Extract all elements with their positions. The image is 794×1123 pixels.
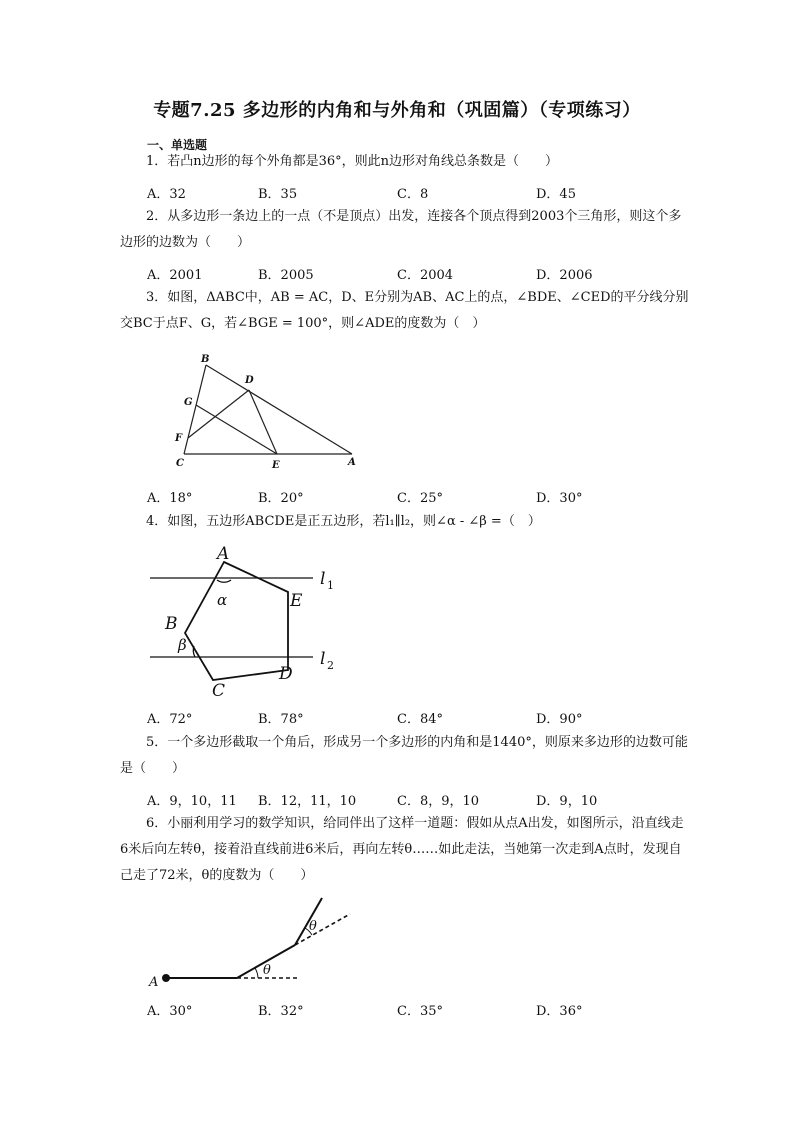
question-6-text: 6．小丽利用学习的数学知识，给同伴出了这样一道题：假如从点A出发，如图所示，沿直线走6米后向左转θ，接着沿直线前进6米后，再向左转θ……如此走法，当她第一次走到A点时，发现自己走了72米，θ的度数为（ ） [120, 816, 684, 883]
question-3-options [147, 487, 687, 507]
option-c: C．2004 [397, 268, 454, 283]
label-a: A [217, 544, 230, 564]
label-g: G [184, 397, 193, 408]
option-d: D．90° [536, 712, 583, 727]
option-c: C．8 [397, 187, 429, 202]
document-title: 专题7.25 多边形的内角和与外角和（巩固篇）（专项练习） [153, 100, 641, 121]
section-heading: 一、单选题 [147, 138, 208, 152]
option-b: B．35 [258, 187, 298, 202]
question-6-options [147, 1000, 687, 1020]
question-3 [120, 285, 690, 337]
label-d: D [279, 664, 293, 684]
option-d: D．45 [536, 187, 576, 202]
label-f: F [175, 433, 183, 444]
label-a: A [149, 975, 159, 990]
label-l2-sub: 2 [327, 659, 334, 672]
label-theta-2: θ [309, 919, 317, 934]
option-c: C．84° [397, 712, 443, 727]
label-beta: β [178, 636, 187, 654]
label-c: C [176, 458, 184, 469]
label-b: B [165, 614, 178, 634]
option-d: D．9，10 [536, 794, 598, 809]
label-b: B [201, 354, 210, 365]
question-1-text: 1．若凸n边形的每个外角都是36°，则此n边形对角线总条数是（ ） [146, 154, 559, 169]
label-d: D [245, 375, 254, 386]
option-d: D．36° [536, 1004, 583, 1019]
label-theta-1: θ [263, 963, 271, 978]
option-a: A．2001 [147, 268, 203, 283]
segment-df [188, 390, 249, 438]
option-a: A．32 [147, 187, 186, 202]
label-a: A [348, 457, 356, 468]
label-l1-sub: 1 [327, 579, 334, 592]
label-e: E [290, 591, 303, 611]
option-b: B．78° [258, 712, 304, 727]
segment-ba [206, 365, 352, 454]
option-b: B．2005 [258, 268, 314, 283]
option-c: C．8，9，10 [397, 794, 480, 809]
option-d: D．2006 [536, 268, 593, 283]
option-b: B．20° [258, 491, 304, 506]
pentagon-abcde [185, 562, 288, 680]
option-b: B．12，11，10 [258, 794, 357, 809]
label-alpha: α [217, 591, 228, 609]
option-a: A．72° [147, 712, 193, 727]
option-a: A．30° [147, 1004, 193, 1019]
question-4-options [147, 708, 687, 728]
question-2 [120, 204, 690, 256]
option-a: A．9，10，11 [147, 794, 237, 809]
option-d: D．30° [536, 491, 583, 506]
question-5 [120, 730, 690, 782]
option-c: C．25° [397, 491, 443, 506]
question-1-options [147, 183, 687, 203]
label-l1: l [320, 569, 326, 589]
question-5-options [147, 790, 687, 810]
question-6 [120, 811, 690, 889]
theta-arc-1 [255, 968, 258, 978]
walking-path-figure [145, 890, 365, 990]
segment-eg [196, 405, 277, 454]
question-2-options [147, 264, 687, 284]
label-e: E [272, 460, 280, 471]
question-1 [120, 149, 690, 175]
label-l2: l [320, 649, 326, 669]
angle-alpha-arc [217, 580, 231, 582]
option-a: A．18° [147, 491, 193, 506]
option-c: C．35° [397, 1004, 443, 1019]
triangle-figure [170, 350, 370, 475]
pentagon-figure [145, 540, 365, 702]
start-point-a [162, 974, 170, 982]
question-4 [120, 509, 690, 535]
question-2-text: 2．从多边形一条边上的一点（不是顶点）出发，连接各个顶点得到2003个三角形，则这个多边形的边数为（ ） [120, 209, 682, 250]
question-3-text: 3．如图，ΔABC中，AB = AC，D、E分别为AB、AC上的点，∠BDE、∠CED的平分线分别交BC于点F、G，若∠BGE = 100°，则∠ADE的度数为（ ） [120, 290, 689, 331]
option-b: B．32° [258, 1004, 304, 1019]
label-c: C [212, 681, 226, 701]
question-5-text: 5．一个多边形截取一个角后，形成另一个多边形的内角和是1440°，则原来多边形的边数可能是（ ） [120, 735, 688, 776]
question-4-text: 4．如图，五边形ABCDE是正五边形，若l₁∥l₂，则∠α - ∠β =（ ） [146, 514, 541, 529]
